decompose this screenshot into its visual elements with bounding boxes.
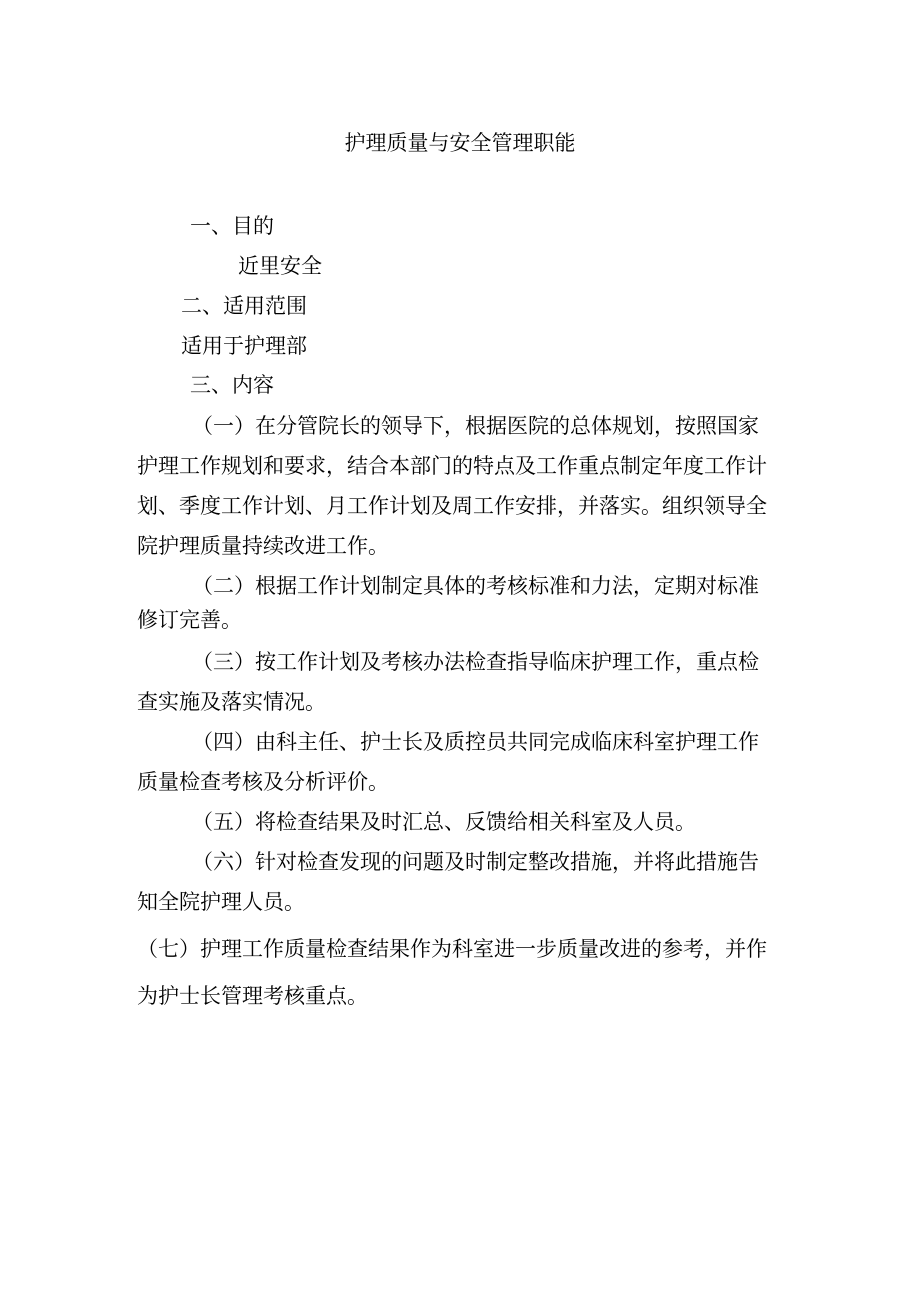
item-6-line-1: （六）针对检查发现的问题及时制定整改措施，并将此措施告 bbox=[192, 850, 759, 874]
purpose-text: 近里安全 bbox=[238, 254, 322, 278]
item-2-line-2: 修订完善。 bbox=[137, 608, 242, 632]
item-3-line-1: （三）按工作计划及考核办法检查指导临床护理工作，重点检 bbox=[192, 650, 759, 674]
item-3-line-2: 查实施及落实情况。 bbox=[137, 690, 326, 714]
item-4-line-1: （四）由科主任、护士长及质控员共同完成临床科室护理工作 bbox=[192, 730, 759, 754]
item-6-line-2: 知全院护理人员。 bbox=[137, 890, 305, 914]
scope-text: 适用于护理部 bbox=[181, 334, 307, 358]
scope-heading: 二、适用范围 bbox=[181, 294, 307, 318]
content-heading: 三、内容 bbox=[190, 373, 274, 397]
item-2-line-1: （二）根据工作计划制定具体的考核标准和力法，定期对标准 bbox=[192, 574, 759, 598]
purpose-heading: 一、目的 bbox=[190, 214, 274, 238]
item-1-line-2: 护理工作规划和要求，结合本部门的特点及工作重点制定年度工作计 bbox=[137, 454, 767, 478]
item-7-line-2: 为护士长管理考核重点。 bbox=[137, 984, 368, 1008]
item-4-line-2: 质量检查考核及分析评价。 bbox=[137, 770, 389, 794]
item-1-line-1: （一）在分管院长的领导下，根据医院的总体规划，按照国家 bbox=[192, 414, 759, 438]
item-1-line-4: 院护理质量持续改进工作。 bbox=[137, 534, 389, 558]
item-5-line-1: （五）将检查结果及时汇总、反馈给相关科室及人员。 bbox=[192, 810, 696, 834]
item-7-line-1: （七）护理工作质量检查结果作为科室进一步质量改进的参考，并作 bbox=[137, 937, 767, 961]
document-title: 护理质量与安全管理职能 bbox=[344, 131, 576, 155]
item-1-line-3: 划、季度工作计划、月工作计划及周工作安排，并落实。组织领导全 bbox=[137, 494, 767, 518]
